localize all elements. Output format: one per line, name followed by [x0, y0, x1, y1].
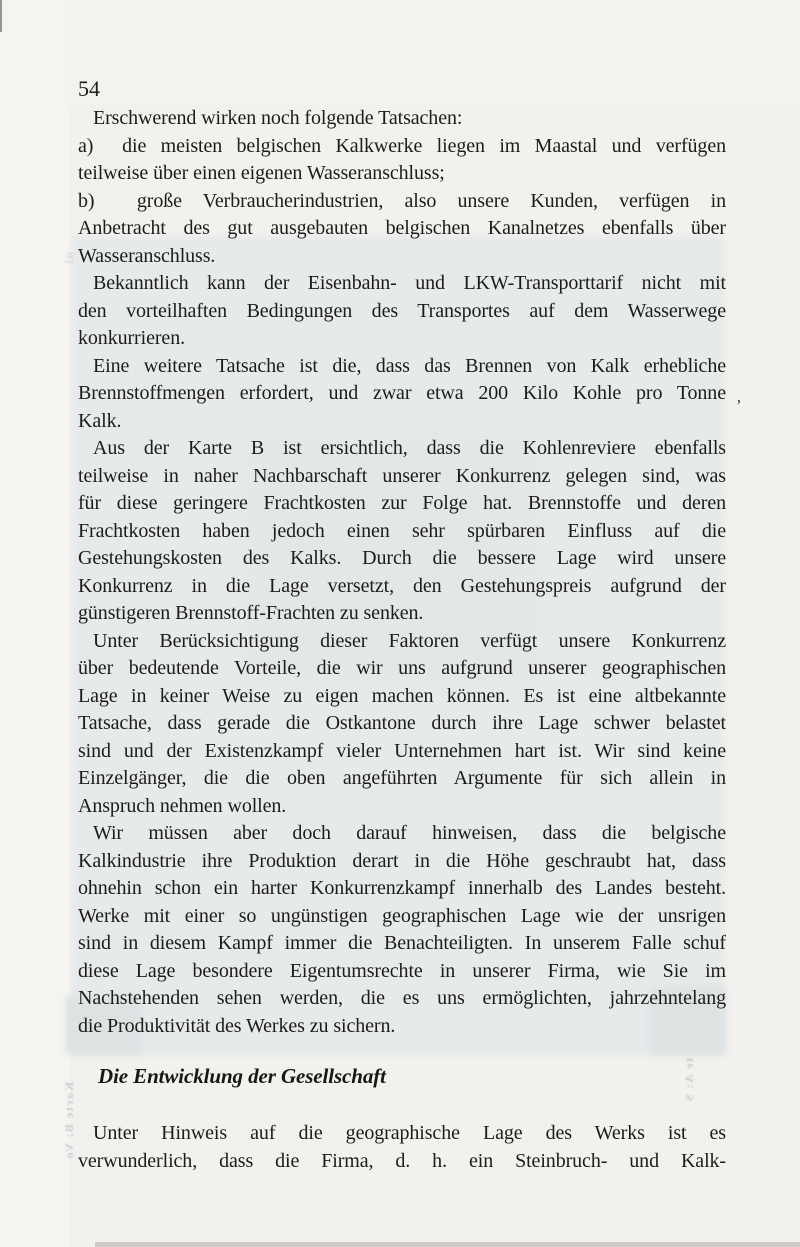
page-number: 54	[78, 76, 100, 101]
text-line: Bekanntlich kann der Eisenbahn- und LKW-Transporttarif nicht mit	[93, 272, 726, 294]
text-line: Werke mit einer so ungünstigen geographischen Lage wie der unsrigen	[78, 904, 726, 927]
text-line: diese Lage besondere Eigentumsrechte in unserer Firma, wie Sie im	[78, 959, 726, 982]
text-line: Brennstoffmengen erfordert, und zwar etwa 200 Kilo Kohle pro Tonne	[78, 382, 726, 404]
text-line: teilweise in naher Nachbarschaft unserer Konkurrenz gelegen sind, was	[78, 464, 726, 487]
text-line: Kalkindustrie ihre Produktion derart in die Höhe geschraubt hat, dass	[78, 849, 726, 872]
text-line: verwunderlich, dass die Firma, d. h. ein Steinbruch- und Kalk-	[78, 1149, 726, 1172]
text-line: Anbetracht des gut ausgebauten belgischen Kanalnetzes ebenfalls über	[78, 217, 726, 239]
text-line: Konkurrenz in die Lage versetzt, den Gestehungspreis aufgrund der	[78, 574, 726, 597]
text-line: teilweise über einen eigenen Wasseranschluss;	[78, 162, 445, 184]
text-line: b) große Verbraucherindustrien, also unsere Kunden, verfügen in	[78, 189, 726, 212]
text-line: Unter Berücksichtigung dieser Faktoren verfügt unsere Konkurrenz	[93, 629, 726, 652]
text-line: Aus der Karte B ist ersichtlich, dass die Kohlenreviere ebenfalls	[93, 437, 726, 459]
scan-bottom-edge	[95, 1242, 800, 1247]
bleed-through-text-right: te A: S	[682, 1058, 696, 1103]
text-block	[78, 105, 726, 1175]
text-line: Eine weitere Tatsache ist die, dass das Brennen von Kalk erhebliche	[93, 354, 726, 377]
text-line: Unter Hinweis auf die geographische Lage des Werks ist es	[93, 1122, 726, 1144]
text-line: den vorteilhaften Bedingungen des Transportes auf dem Wasserwege	[78, 299, 726, 322]
bleed-through-text-left: Karte B: Vo	[62, 1082, 76, 1160]
page-top-margin	[0, 0, 800, 105]
text-line: günstigeren Brennstoff-Frachten zu senken.	[78, 602, 424, 624]
text-line: Wir müssen aber doch darauf hinweisen, dass die belgische	[93, 822, 726, 844]
text-line: Gestehungskosten des Kalks. Durch die bessere Lage wird unsere	[78, 547, 726, 569]
text-line: über bedeutende Vorteile, die wir uns aufgrund unserer geographischen	[78, 657, 726, 679]
text-line: Erschwerend wirken noch folgende Tatsachen:	[93, 107, 463, 129]
text-line: für diese geringere Frachtkosten zur Folge hat. Brennstoffe und deren	[78, 492, 726, 514]
bleed-through-text-upper-left: ul	[62, 252, 76, 266]
text-line: ohnehin schon ein harter Konkurrenzkampf innerhalb des Landes besteht.	[78, 877, 726, 899]
text-line: sind in diesem Kampf immer die Benachteiligten. In unserem Falle schuf	[78, 932, 726, 954]
page-left-margin	[0, 0, 70, 1247]
section-heading: Die Entwicklung der Gesellschaft	[98, 1064, 386, 1088]
text-line: die Produktivität des Werkes zu sichern.	[78, 1014, 396, 1037]
text-line: sind und der Existenzkampf vieler Unternehmen hart ist. Wir sind keine	[78, 739, 726, 762]
text-line: a) die meisten belgischen Kalkwerke liegen im Maastal und verfügen	[78, 134, 726, 157]
text-line: Anspruch nehmen wollen.	[78, 794, 287, 817]
text-line: Nachstehenden sehen werden, die es uns ermöglichten, jahrzehntelang	[78, 987, 726, 1009]
text-line: Lage in keiner Weise zu eigen machen können. Es ist eine altbekannte	[78, 684, 726, 707]
text-line: konkurrieren.	[78, 327, 185, 349]
text-line: Wasseranschluss.	[78, 244, 216, 267]
scan-corner-edge	[0, 0, 2, 32]
text-line: Tatsache, dass gerade die Ostkantone durch ihre Lage schwer belastet	[78, 712, 726, 734]
text-line: Kalk.	[78, 409, 122, 432]
stray-ink-mark: ’	[736, 396, 742, 415]
text-line: Einzelgänger, die die oben angeführten Argumente für sich allein in	[78, 767, 726, 789]
text-line: Frachtkosten haben jedoch einen sehr spürbaren Einfluss auf die	[78, 519, 726, 542]
